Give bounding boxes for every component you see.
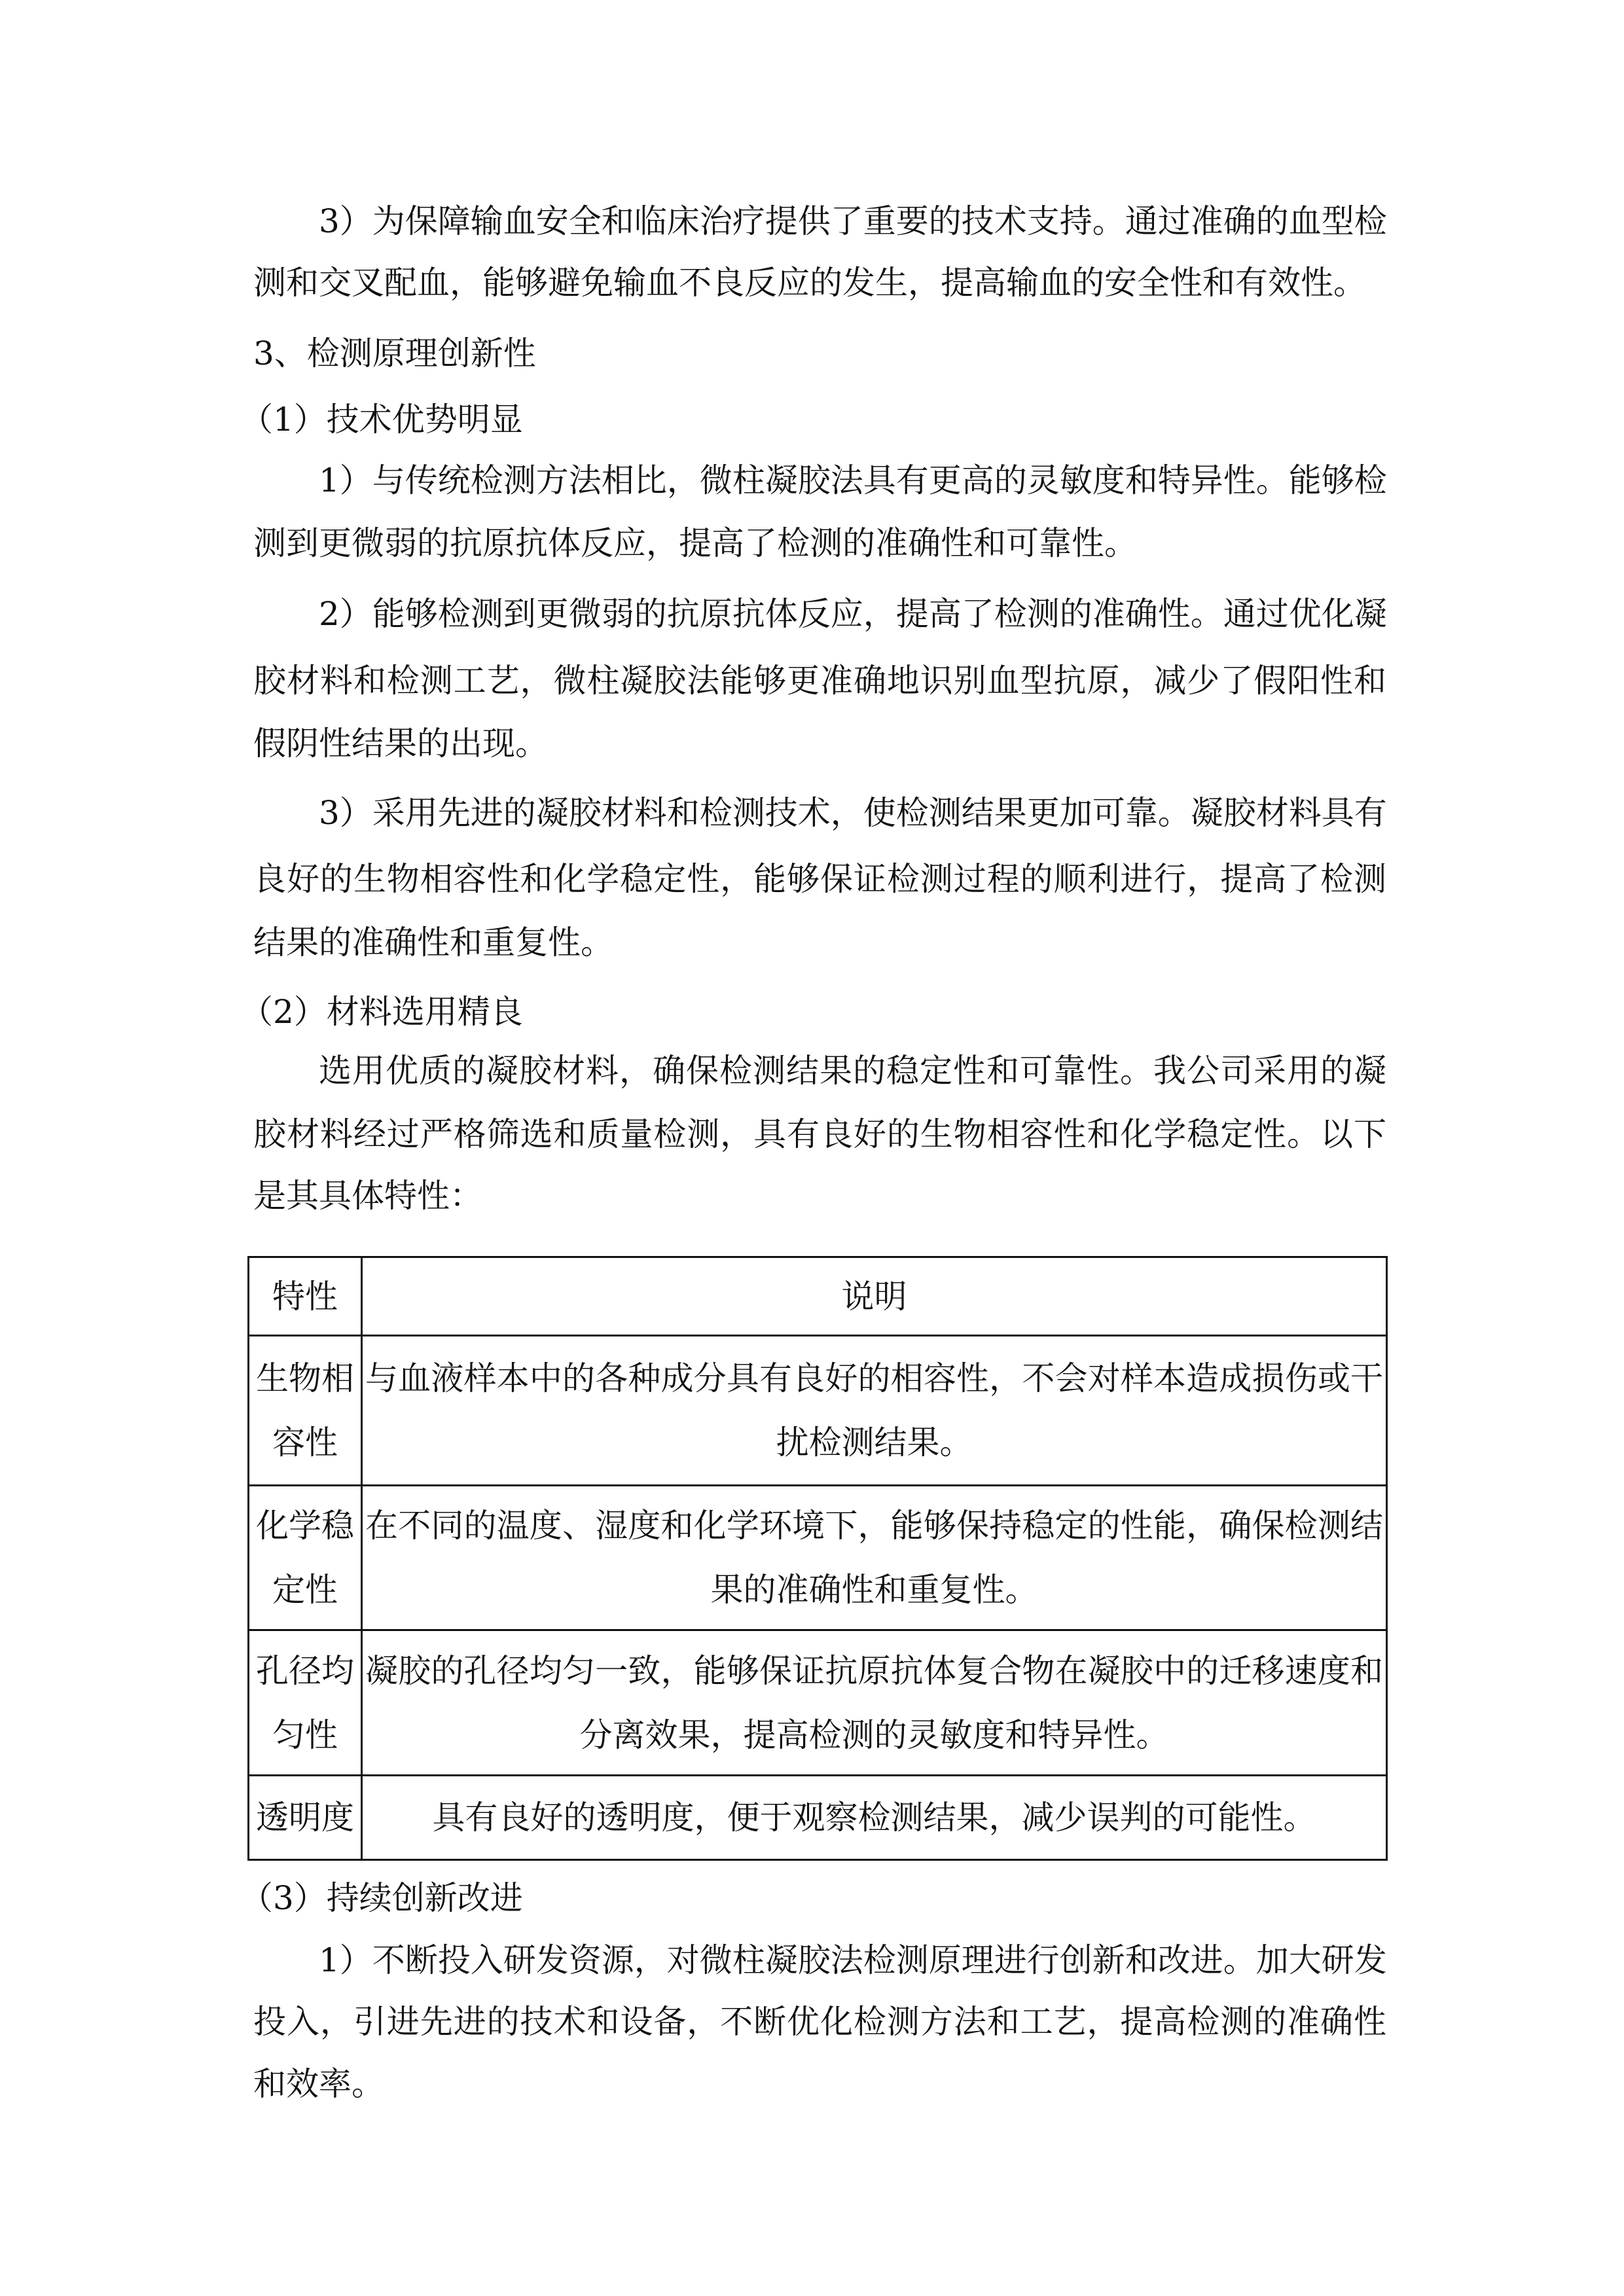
paragraph-line: 投入，引进先进的技术和设备，不断优化检测方法和工艺，提高检测的准确性 bbox=[253, 2003, 1386, 2041]
paragraph-line: 假阴性结果的出现。 bbox=[253, 725, 548, 762]
property-name: 透明度 bbox=[249, 1776, 362, 1860]
paragraph-line: 1）与传统检测方法相比，微柱凝胶法具有更高的灵敏度和特异性。能够检 bbox=[319, 461, 1387, 499]
table-row bbox=[249, 1776, 1387, 1860]
properties-table bbox=[247, 1256, 1388, 1861]
property-desc bbox=[362, 1486, 1387, 1630]
paragraph-line: 结果的准确性和重复性。 bbox=[253, 924, 613, 961]
paragraph-line: 测和交叉配血，能够避免输血不良反应的发生，提高输血的安全性和有效性。 bbox=[253, 264, 1366, 302]
cell-line: 孔径均 bbox=[256, 1651, 354, 1690]
section-heading: 3、检测原理创新性 bbox=[253, 334, 536, 372]
paragraph-line: 1）不断投入研发资源，对微柱凝胶法检测原理进行创新和改进。加大研发 bbox=[319, 1941, 1387, 1979]
cell-line: 定性 bbox=[272, 1571, 338, 1609]
paragraph-line: 是其具体特性： bbox=[253, 1177, 482, 1215]
property-desc bbox=[362, 1336, 1387, 1486]
paragraph-line: 胶材料经过严格筛选和质量检测，具有良好的生物相容性和化学稳定性。以下 bbox=[253, 1115, 1386, 1153]
paragraph-line: 胶材料和检测工艺，微柱凝胶法能够更准确地识别血型抗原，减少了假阳性和 bbox=[253, 662, 1386, 700]
cell-line: 与血液样本中的各种成分具有良好的相容性，不会对样本造成损伤或干 bbox=[365, 1359, 1383, 1397]
paragraph-line: 选用优质的凝胶材料，确保检测结果的稳定性和可靠性。我公司采用的凝 bbox=[319, 1052, 1386, 1090]
cell-line: 化学稳 bbox=[256, 1507, 354, 1545]
cell-line: 果的准确性和重复性。 bbox=[710, 1571, 1038, 1609]
property-name bbox=[249, 1630, 362, 1776]
subsection-heading: （3）持续创新改进 bbox=[240, 1879, 523, 1917]
property-desc bbox=[362, 1630, 1387, 1776]
cell-line: 在不同的温度、湿度和化学环境下，能够保持稳定的性能，确保检测结 bbox=[365, 1507, 1383, 1545]
cell-line: 分离效果，提高检测的灵敏度和特异性。 bbox=[579, 1715, 1169, 1754]
cell-line: 容性 bbox=[272, 1424, 338, 1462]
paragraph-line: 3）采用先进的凝胶材料和检测技术，使检测结果更加可靠。凝胶材料具有 bbox=[319, 794, 1387, 832]
header-cell: 特性 bbox=[249, 1257, 362, 1336]
paragraph-line: 和效率。 bbox=[253, 2065, 384, 2103]
property-name bbox=[249, 1486, 362, 1630]
subsection-heading: （2）材料选用精良 bbox=[240, 993, 523, 1031]
paragraph-line: 良好的生物相容性和化学稳定性，能够保证检测过程的顺利进行，提高了检测 bbox=[253, 860, 1386, 898]
table-row bbox=[249, 1486, 1387, 1630]
paragraph-line: 测到更微弱的抗原抗体反应，提高了检测的准确性和可靠性。 bbox=[253, 524, 1137, 562]
header-cell: 说明 bbox=[362, 1257, 1387, 1336]
table-header-row bbox=[249, 1257, 1387, 1336]
paragraph-line: 2）能够检测到更微弱的抗原抗体反应，提高了检测的准确性。通过优化凝 bbox=[319, 595, 1387, 633]
cell-line: 匀性 bbox=[272, 1715, 338, 1754]
table-row bbox=[249, 1336, 1387, 1486]
property-desc: 具有良好的透明度，便于观察检测结果，减少误判的可能性。 bbox=[362, 1776, 1387, 1860]
property-name bbox=[249, 1336, 362, 1486]
paragraph-line: 3）为保障输血安全和临床治疗提供了重要的技术支持。通过准确的血型检 bbox=[319, 202, 1387, 240]
table-row bbox=[249, 1630, 1387, 1776]
subsection-heading: （1）技术优势明显 bbox=[240, 401, 523, 439]
cell-line: 生物相 bbox=[256, 1359, 354, 1397]
cell-line: 扰检测结果。 bbox=[776, 1424, 973, 1462]
cell-line: 凝胶的孔径均匀一致，能够保证抗原抗体复合物在凝胶中的迁移速度和 bbox=[365, 1651, 1383, 1690]
